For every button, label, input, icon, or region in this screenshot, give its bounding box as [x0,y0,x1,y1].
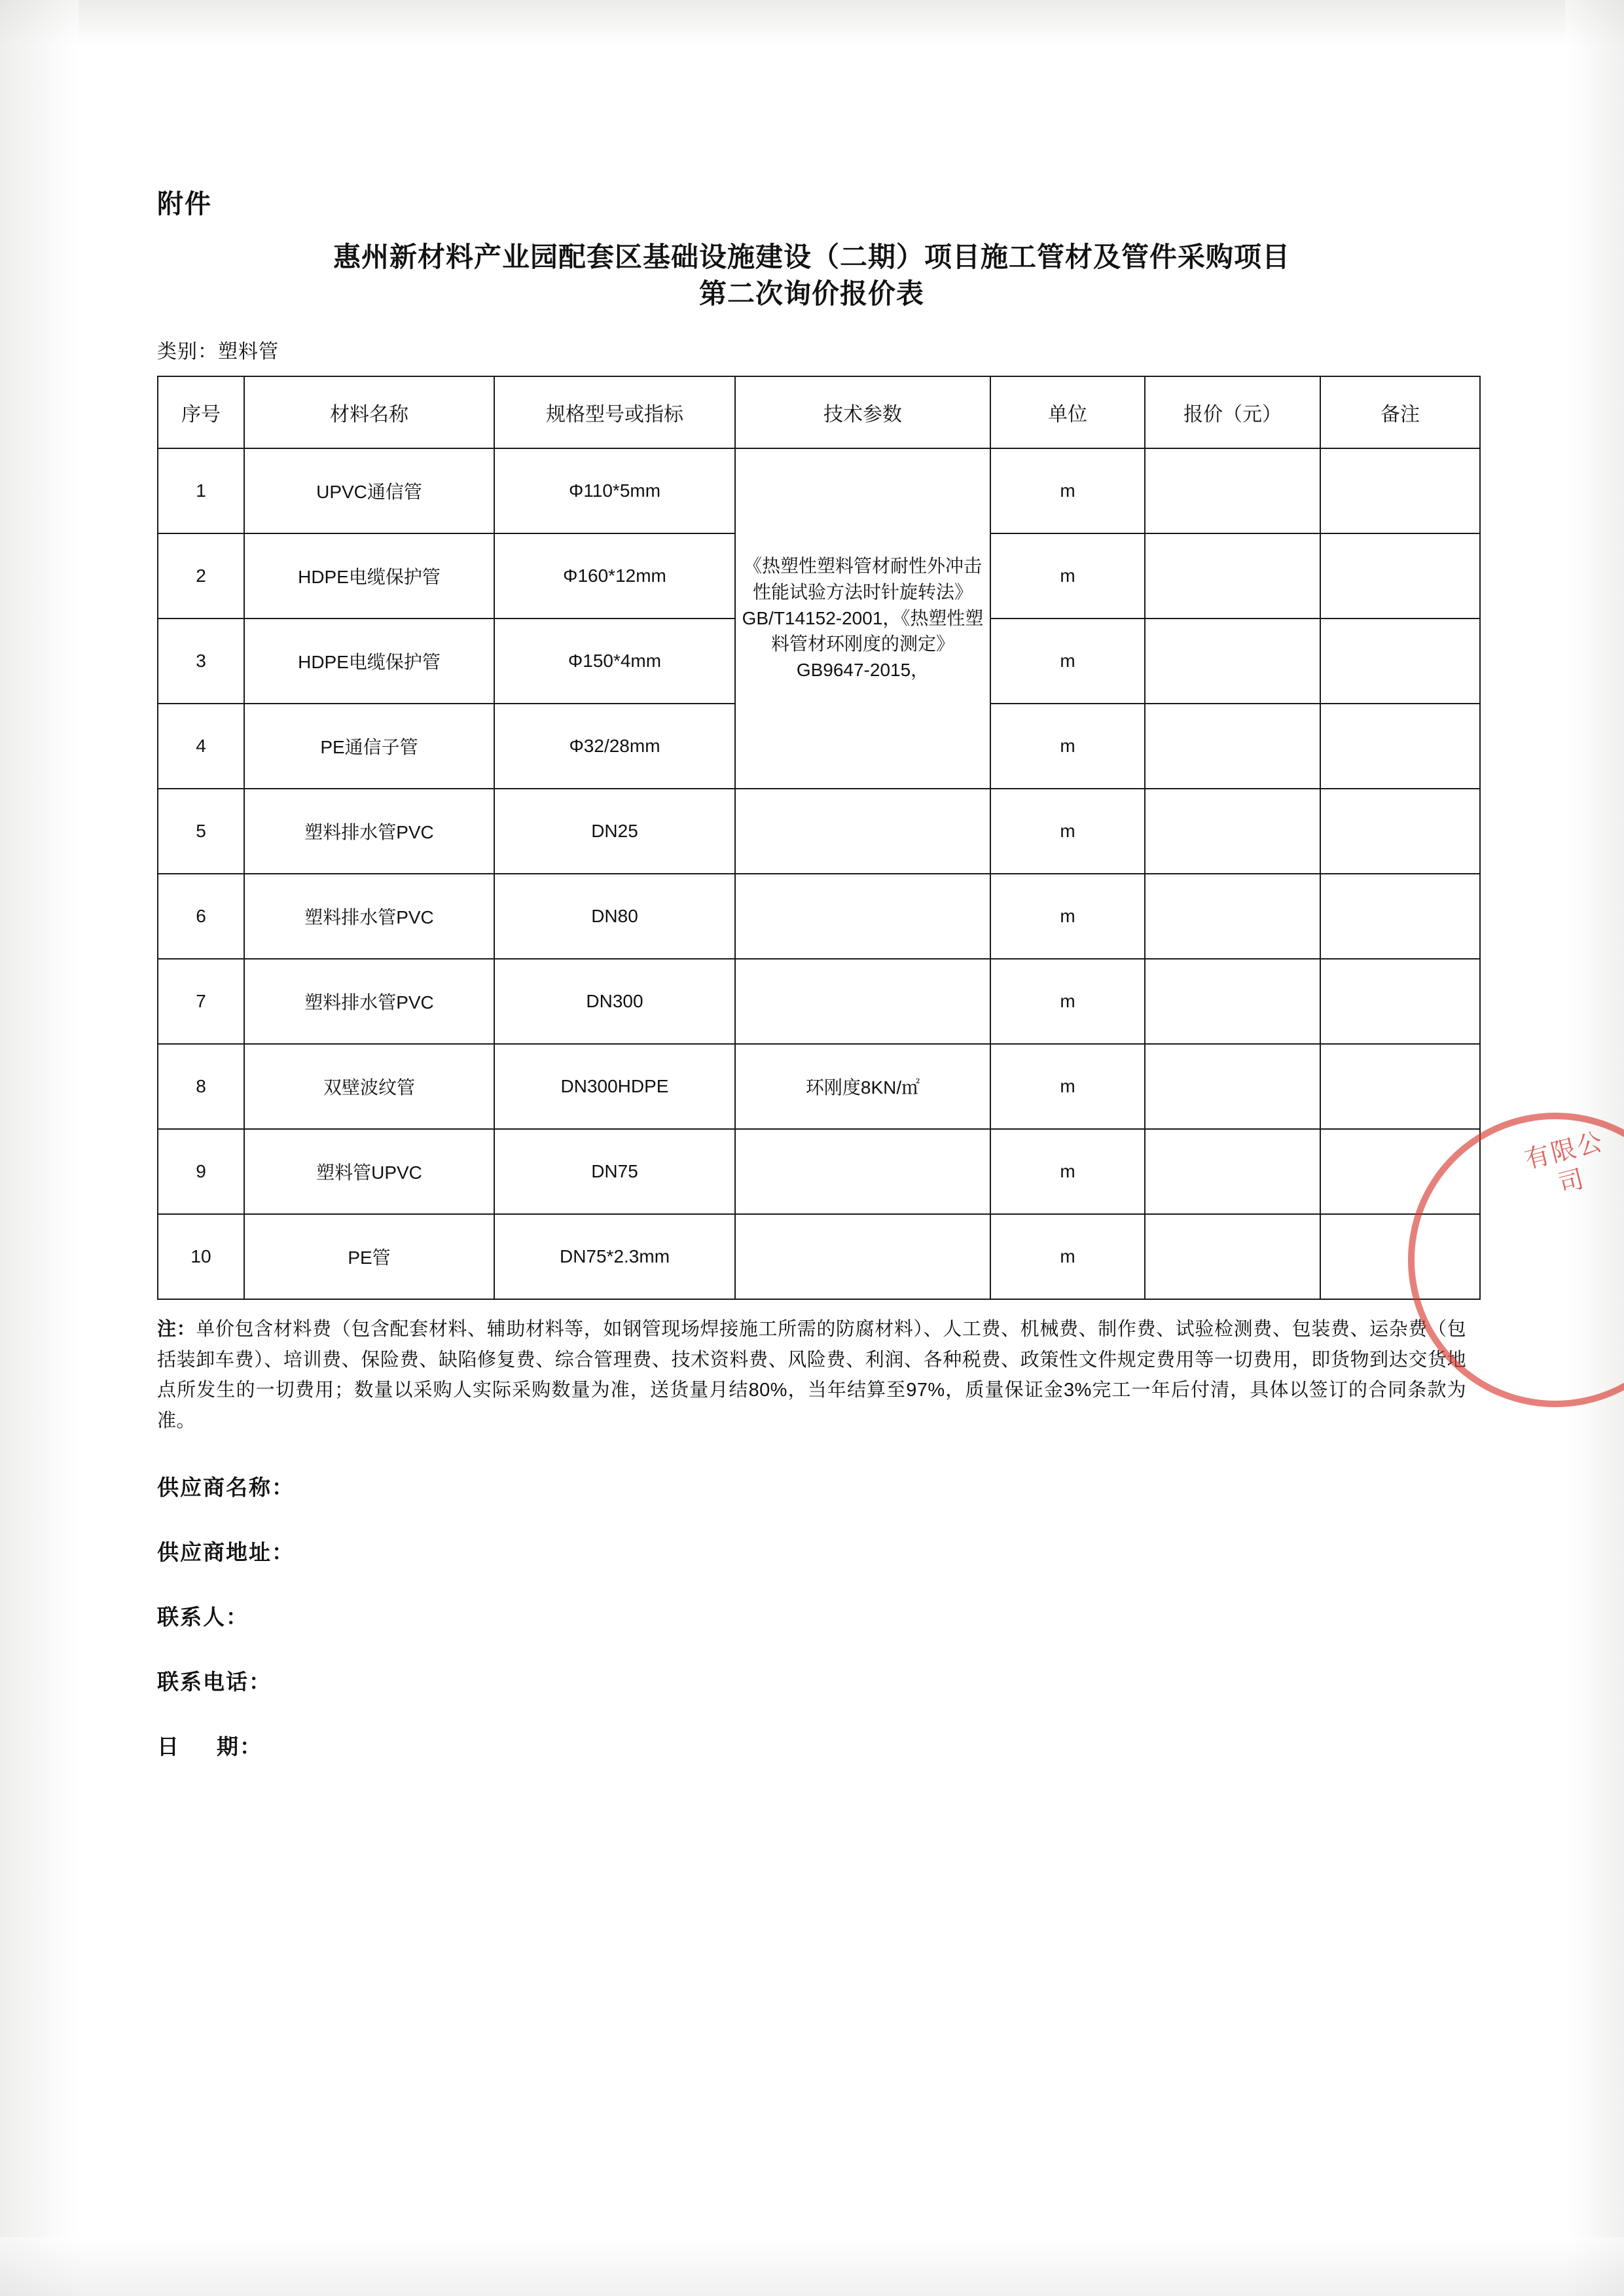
field-label: 联系人： [157,1605,249,1630]
cell-price[interactable] [1145,704,1320,789]
cell-unit: m [990,959,1145,1044]
cell-name: HDPE电缆保护管 [244,619,494,704]
field-date [157,1730,1466,1761]
cell-no: 8 [158,1044,244,1129]
cell-name: PE通信子管 [244,704,494,789]
supplier-fields [157,1471,1466,1761]
scan-edge-top [0,0,1624,46]
field-contact-person [157,1600,1466,1631]
cell-remark[interactable] [1320,874,1480,959]
company-seal-text: 有限公司 [1522,1128,1607,1198]
note-text: 单价包含材料费（包含配套材料、辅助材料等，如钢管现场焊接施工所需的防腐材料）、人工费、机械费、制作费、试验检测费、包装费、运杂费（包括装卸车费）、培训费、保险费、缺陷修复费、综合管理费、技术资料费、风险费、利润、各种税费、政策性文件规定费用等一切费用，即货物到达交货地点所发生的一切费用；数量以采购人实际采购数量为准，送货量月结80%，当年结算至97%，质量保证金3%完工一年后付清，具体以签订的合同条款为准。 [157,1318,1466,1432]
cell-name: 塑料管UPVC [244,1129,494,1214]
cell-no: 7 [158,959,244,1044]
cell-tech [735,1214,990,1299]
field-supplier-address [157,1535,1466,1566]
page-title-line1: 惠州新材料产业园配套区基础设施建设（二期）项目施工管材及管件采购项目 [333,242,1290,272]
cell-no: 10 [158,1214,244,1299]
cell-remark[interactable] [1320,789,1480,874]
cell-spec: DN25 [494,789,735,874]
table-row [158,1129,1480,1214]
col-header-tech: 技术参数 [735,376,990,448]
col-header-no: 序号 [158,376,244,448]
category-label: 类别：塑料管 [157,340,279,363]
cell-tech-merged: 《热塑性塑料管材耐性外冲击性能试验方法时针旋转法》GB/T14152-2001，《热塑性塑料管材环刚度的测定》GB9647-2015， [735,448,990,789]
cell-tech: 环刚度8KN/㎡ [735,1044,990,1129]
cell-unit: m [990,533,1145,619]
field-supplier-name [157,1471,1466,1501]
cell-name: PE管 [244,1214,494,1299]
cell-spec: Φ150*4mm [494,619,735,704]
document-content [157,183,1466,1795]
table-row [158,448,1480,533]
cell-no: 4 [158,704,244,789]
cell-spec: DN75*2.3mm [494,1214,735,1299]
cell-unit: m [990,1129,1145,1214]
cell-name: UPVC通信管 [244,448,494,533]
cell-remark[interactable] [1320,448,1480,533]
field-label: 联系电话： [157,1670,272,1695]
cell-price[interactable] [1145,959,1320,1044]
cell-tech [735,1129,990,1214]
cell-no: 9 [158,1129,244,1214]
cell-spec: DN80 [494,874,735,959]
cell-tech [735,874,990,959]
cell-unit: m [990,1214,1145,1299]
scan-edge-left [0,0,79,2296]
cell-unit: m [990,704,1145,789]
cell-unit: m [990,874,1145,959]
table-row [158,1044,1480,1129]
cell-unit: m [990,789,1145,874]
cell-price[interactable] [1145,1214,1320,1299]
cell-name: 双壁波纹管 [244,1044,494,1129]
table-row [158,874,1480,959]
field-label: 供应商名称： [157,1475,295,1500]
col-header-unit: 单位 [990,376,1145,448]
cell-price[interactable] [1145,1129,1320,1214]
cell-price[interactable] [1145,448,1320,533]
cell-remark[interactable] [1320,619,1480,704]
cell-spec: Φ160*12mm [494,533,735,619]
note-paragraph [157,1314,1466,1437]
cell-remark[interactable] [1320,1214,1480,1299]
cell-price[interactable] [1145,874,1320,959]
cell-spec: Φ32/28mm [494,704,735,789]
cell-no: 3 [158,619,244,704]
cell-name: 塑料排水管PVC [244,789,494,874]
field-contact-phone [157,1665,1466,1696]
cell-price[interactable] [1145,1044,1320,1129]
cell-no: 5 [158,789,244,874]
col-header-name: 材料名称 [244,376,494,448]
cell-no: 2 [158,533,244,619]
cell-unit: m [990,619,1145,704]
field-date-label-a: 日 [157,1734,180,1759]
page-title [157,239,1466,313]
attachment-label: 附件 [157,190,212,219]
cell-tech [735,789,990,874]
table-header-row [158,376,1480,448]
table-row [158,959,1480,1044]
cell-price[interactable] [1145,789,1320,874]
cell-price[interactable] [1145,619,1320,704]
field-label: 供应商地址： [157,1540,295,1565]
cell-remark[interactable] [1320,959,1480,1044]
scan-edge-bottom [0,2237,1624,2296]
cell-name: HDPE电缆保护管 [244,533,494,619]
cell-spec: DN300HDPE [494,1044,735,1129]
cell-name: 塑料排水管PVC [244,959,494,1044]
col-header-price: 报价（元） [1145,376,1320,448]
cell-price[interactable] [1145,533,1320,619]
cell-tech [735,959,990,1044]
table-row [158,789,1480,874]
cell-remark[interactable] [1320,533,1480,619]
quote-table [157,376,1481,1300]
cell-no: 6 [158,874,244,959]
cell-remark[interactable] [1320,1129,1480,1214]
cell-unit: m [990,448,1145,533]
field-date-label-b: 期： [217,1734,262,1759]
col-header-remark: 备注 [1320,376,1480,448]
scan-edge-right [1565,0,1624,2296]
cell-remark[interactable] [1320,704,1480,789]
cell-unit: m [990,1044,1145,1129]
col-header-spec: 规格型号或指标 [494,376,735,448]
cell-spec: DN300 [494,959,735,1044]
cell-remark[interactable] [1320,1044,1480,1129]
table-row [158,1214,1480,1299]
cell-no: 1 [158,448,244,533]
cell-name: 塑料排水管PVC [244,874,494,959]
note-lead: 注： [157,1318,196,1340]
cell-spec: Φ110*5mm [494,448,735,533]
cell-spec: DN75 [494,1129,735,1214]
page-title-line2: 第二次询价报价表 [698,278,924,310]
